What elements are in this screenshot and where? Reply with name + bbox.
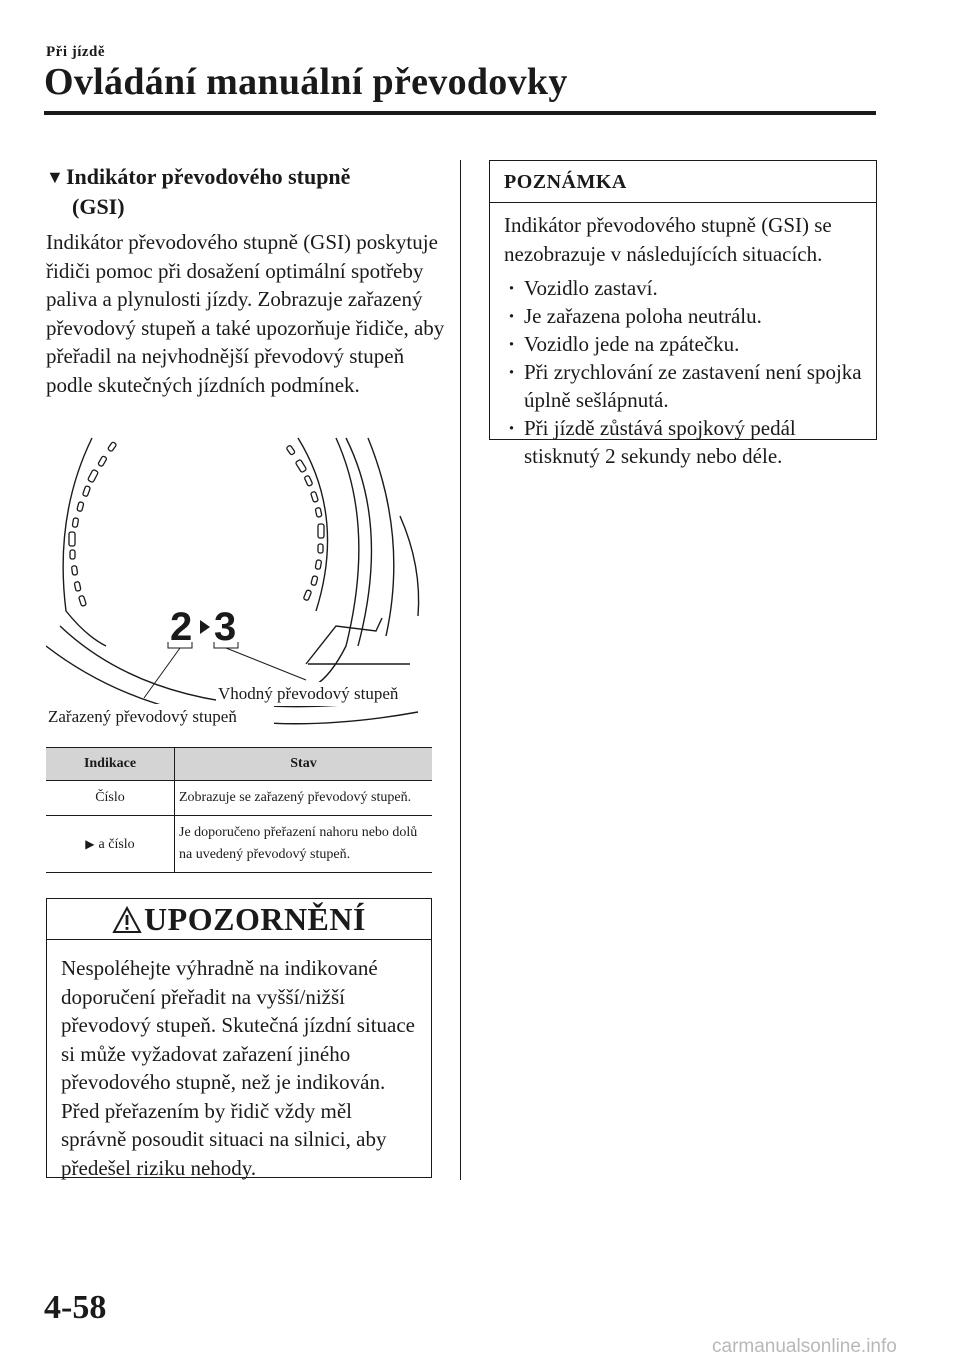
list-item: · Vozidlo jede na zpátečku.: [504, 330, 862, 358]
gauge-bezel-arc-4: [400, 516, 419, 616]
table-row: [46, 781, 432, 816]
current-gear-digit: 2: [170, 605, 193, 649]
caution-title: UPOZORNĚNÍ: [144, 901, 366, 937]
page-number: 4-58: [44, 1289, 107, 1326]
table-cell-indication-text: a číslo: [98, 836, 135, 852]
column-divider: [460, 160, 461, 1180]
note-intro: Indikátor převodového stupně (GSI) se nezobrazuje v následujících situacích.: [504, 213, 832, 266]
section-heading-line2: (GSI): [72, 194, 125, 219]
section-heading: [46, 162, 436, 222]
breadcrumb: Při jízdě: [46, 44, 106, 60]
table-header-indication: Indikace: [46, 748, 175, 781]
suggested-gear-leader: [226, 648, 306, 680]
gear-display: [168, 605, 238, 649]
suggested-gear-digit: 3: [214, 605, 237, 649]
table-header-row: [46, 748, 432, 781]
table-cell-indication: Číslo: [46, 781, 175, 816]
table-cell-state: Je doporučeno přeřazení nahoru nebo dolů na uvedený převodový stupeň.: [175, 816, 433, 873]
suggested-gear-label: Vhodný převodový stupeň: [218, 684, 399, 703]
table-row: [46, 816, 432, 873]
gauge-left-ticks: [69, 442, 117, 607]
section-heading-line1: Indikátor převodového stupně: [66, 164, 351, 189]
table-header-state: Stav: [175, 748, 433, 781]
note-title: POZNÁMKA: [490, 161, 876, 203]
list-item: · Při zrychlování ze zastavení není spojka úplně sešlápnutá.: [504, 358, 862, 414]
list-item: · Vozidlo zastaví.: [504, 274, 862, 302]
warning-triangle-icon: [112, 906, 142, 934]
table-cell-state: Zobrazuje se zařazený převodový stupeň.: [175, 781, 433, 816]
triangle-bullet-icon: ▼: [46, 167, 64, 187]
caution-text: Nespoléhejte výhradně na indikované doporučení přeřadit na vyšší/nižší převodový stupeň. Skutečná jízdní situace si může vyžadovat zařazení jiného převodového stupně, než je indikován. Před přeřazením by řidič vždy měl správně posoudit situaci na silnici, aby předešel riziku nehody.: [61, 956, 415, 1180]
page-title: Ovládání manuální převodovky: [44, 61, 568, 103]
caution-header: [47, 899, 431, 940]
watermark: carmanualsonline.info: [712, 1336, 897, 1357]
header-rule: [44, 111, 876, 115]
gsi-gauge-illustration: [46, 436, 426, 726]
indication-table: [46, 747, 432, 873]
caution-box: [46, 898, 432, 1178]
table-cell-indication: [46, 816, 175, 873]
note-list: [490, 274, 876, 470]
note-box: [489, 160, 877, 468]
current-gear-label: Zařazený převodový stupeň: [48, 707, 237, 726]
list-item: · Při jízdě zůstává spojkový pedál stisknutý 2 sekundy nebo déle.: [504, 414, 862, 470]
gauge-right-ticks: [286, 445, 324, 601]
list-item: · Je zařazena poloha neutrálu.: [504, 302, 862, 330]
shift-arrow-icon: [200, 620, 210, 634]
section-body-text: Indikátor převodového stupně (GSI) poskytuje řidiči pomoc při dosažení optimální spotřeby paliva a plynulosti jízdy. Zobrazuje zařazený převodový stupeň a také upozorňuje řidiče, aby přeřadil na nejvhodnější převodový stupeň podle skutečných jízdních podmínek.: [46, 230, 445, 397]
arrow-right-icon: ▶: [85, 836, 95, 851]
gauge-bezel-arc-3: [368, 438, 394, 636]
gauge-bezel-edge: [306, 618, 382, 664]
